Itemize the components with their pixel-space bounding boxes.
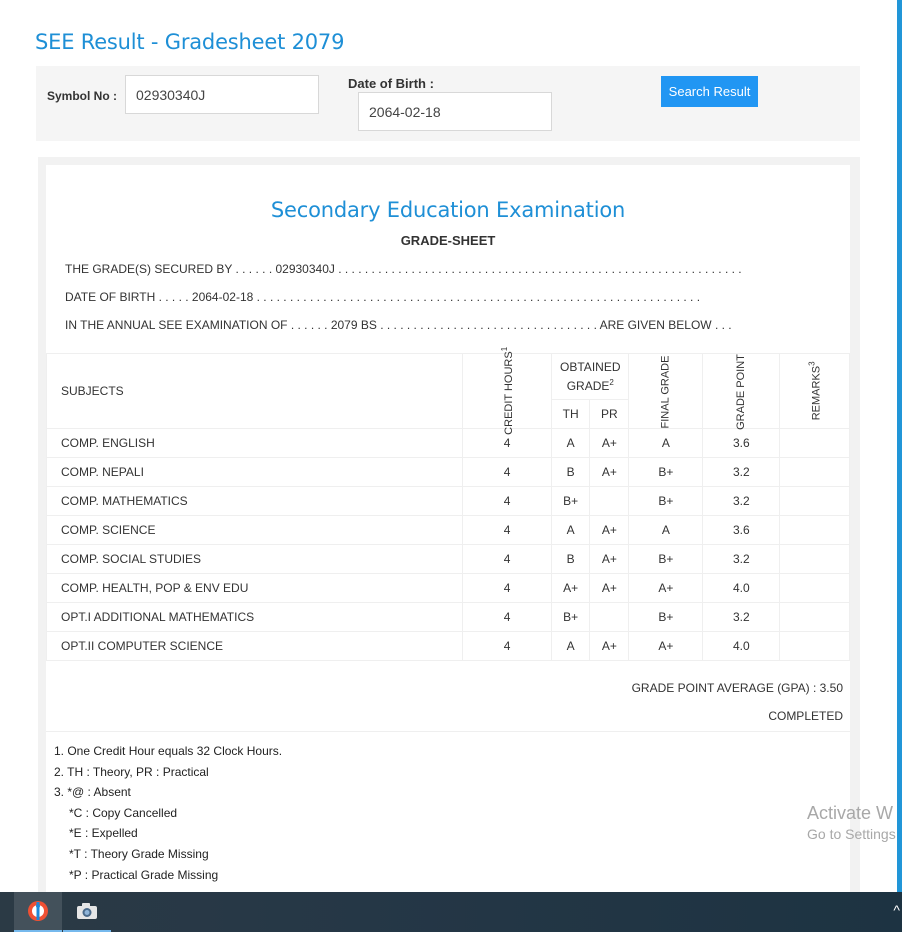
table-row [47, 487, 850, 516]
footnote: *T : Theory Grade Missing [69, 846, 209, 861]
header-credit-hours: CREDIT HOURS$^1$ [463, 354, 552, 429]
table-row [47, 429, 850, 458]
final-grade-cell: B+ [629, 603, 703, 632]
header-pr: PR [590, 400, 629, 429]
symbol-input[interactable]: 02930340J [125, 75, 319, 114]
subject-cell: COMP. NEPALI [47, 458, 463, 487]
taskbar-app-camera[interactable] [63, 892, 111, 932]
grade-secured-line: THE GRADE(S) SECURED BY . . . . . . 02930340J . . . . . . . . . . . . . . . . . . . . . . . . . . . . . . . . . . . . . . . . . . . . . . . . . . . . . . . . . . . . . [65, 262, 742, 276]
subject-cell: OPT.I ADDITIONAL MATHEMATICS [47, 603, 463, 632]
th-grade-cell: B+ [552, 603, 590, 632]
gradesheet-title: GRADE-SHEET [400, 233, 496, 248]
subject-cell: COMP. SOCIAL STUDIES [47, 545, 463, 574]
pr-grade-cell: A+ [590, 574, 629, 603]
grade-point-cell: 4.0 [703, 632, 780, 661]
credit-cell: 4 [463, 458, 552, 487]
table-row [47, 603, 850, 632]
watermark-line1: Activate W [807, 803, 894, 823]
remarks-cell [780, 516, 850, 545]
credit-cell: 4 [463, 516, 552, 545]
search-result-button[interactable]: Search Result [661, 76, 758, 107]
gradesheet-container [38, 157, 860, 893]
remarks-cell [780, 632, 850, 661]
header-final-grade: FINAL GRADE [629, 354, 703, 429]
divider [46, 731, 850, 732]
subject-cell: COMP. HEALTH, POP & ENV EDU [47, 574, 463, 603]
remarks-cell [780, 429, 850, 458]
table-row [47, 458, 850, 487]
header-obtained-grade: OBTAINED GRADE$^2$ [552, 354, 629, 400]
grade-point-cell: 3.2 [703, 487, 780, 516]
pr-grade-cell [590, 487, 629, 516]
search-panel [36, 66, 860, 141]
header-subjects: SUBJECTS [47, 354, 463, 429]
grade-table [46, 347, 850, 661]
th-grade-cell: B [552, 545, 590, 574]
symbol-label: Symbol No : [47, 89, 118, 103]
taskbar [0, 892, 902, 932]
remarks-cell [780, 574, 850, 603]
final-grade-cell: B+ [629, 545, 703, 574]
window-edge [897, 0, 902, 892]
remarks-cell [780, 603, 850, 632]
header-th: TH [552, 400, 590, 429]
exam-title: Secondary Education Examination [270, 198, 626, 222]
date-of-birth-line: DATE OF BIRTH . . . . . 2064-02-18 . . . . . . . . . . . . . . . . . . . . . . . . . . . . . . . . . . . . . . . . . . . . . . . . . . . . . . . . . . . . . . . . . . . [65, 290, 701, 304]
footnote: *E : Expelled [69, 826, 138, 841]
pr-grade-cell: A+ [590, 429, 629, 458]
git-client-icon [26, 899, 50, 923]
subject-cell: OPT.II COMPUTER SCIENCE [47, 632, 463, 661]
footnote: *C : Copy Cancelled [69, 805, 178, 820]
watermark-line2: Go to Settings [807, 826, 896, 842]
th-grade-cell: A [552, 429, 590, 458]
credit-cell: 4 [463, 429, 552, 458]
subject-cell: COMP. ENGLISH [47, 429, 463, 458]
header-remarks: REMARKS$^3$ [780, 354, 850, 429]
subject-cell: COMP. SCIENCE [47, 516, 463, 545]
pr-grade-cell: A+ [590, 458, 629, 487]
pr-grade-cell [590, 603, 629, 632]
subject-cell: COMP. MATHEMATICS [47, 487, 463, 516]
th-grade-cell: A [552, 632, 590, 661]
credit-cell: 4 [463, 603, 552, 632]
table-row [47, 516, 850, 545]
grade-point-cell: 3.2 [703, 603, 780, 632]
result-status: COMPLETED [768, 709, 843, 723]
dob-input[interactable]: 2064-02-18 [358, 92, 552, 131]
pr-grade-cell: A+ [590, 632, 629, 661]
footnote: 3. *@ : Absent [54, 785, 131, 800]
table-row [47, 632, 850, 661]
final-grade-cell: A [629, 429, 703, 458]
th-grade-cell: B [552, 458, 590, 487]
footnote: *P : Practical Grade Missing [69, 867, 219, 882]
page-title: SEE Result - Gradesheet 2079 [35, 30, 345, 54]
header-grade-point: GRADE POINT [703, 354, 780, 429]
gradesheet [46, 165, 850, 893]
credit-cell: 4 [463, 545, 552, 574]
pr-grade-cell: A+ [590, 545, 629, 574]
gpa-summary: GRADE POINT AVERAGE (GPA) : 3.50 [631, 681, 843, 695]
credit-cell: 4 [463, 487, 552, 516]
taskbar-app-git[interactable] [14, 892, 62, 932]
final-grade-cell: B+ [629, 458, 703, 487]
pr-grade-cell: A+ [590, 516, 629, 545]
grade-point-cell: 3.6 [703, 516, 780, 545]
remarks-cell [780, 487, 850, 516]
grade-point-cell: 3.2 [703, 545, 780, 574]
th-grade-cell: A+ [552, 574, 590, 603]
final-grade-cell: A [629, 516, 703, 545]
examination-line: IN THE ANNUAL SEE EXAMINATION OF . . . . . . 2079 BS . . . . . . . . . . . . . . . . . . . . . . . . . . . . . . . . . ARE GIVEN BELOW . . . [65, 318, 732, 332]
footnote: 2. TH : Theory, PR : Practical [54, 764, 209, 779]
footnote: 1. One Credit Hour equals 32 Clock Hours. [54, 744, 283, 758]
footnotes [54, 741, 282, 885]
grade-point-cell: 4.0 [703, 574, 780, 603]
chevron-up-icon[interactable]: ^ [893, 902, 900, 918]
camera-icon [75, 901, 99, 921]
final-grade-cell: A+ [629, 574, 703, 603]
credit-cell: 4 [463, 574, 552, 603]
th-grade-cell: B+ [552, 487, 590, 516]
th-grade-cell: A [552, 516, 590, 545]
dob-label: Date of Birth : [348, 76, 434, 91]
grade-point-cell: 3.6 [703, 429, 780, 458]
table-row [47, 574, 850, 603]
remarks-cell [780, 458, 850, 487]
credit-cell: 4 [463, 632, 552, 661]
activation-watermark [807, 803, 896, 842]
final-grade-cell: B+ [629, 487, 703, 516]
grade-point-cell: 3.2 [703, 458, 780, 487]
remarks-cell [780, 545, 850, 574]
table-row [47, 545, 850, 574]
final-grade-cell: A+ [629, 632, 703, 661]
